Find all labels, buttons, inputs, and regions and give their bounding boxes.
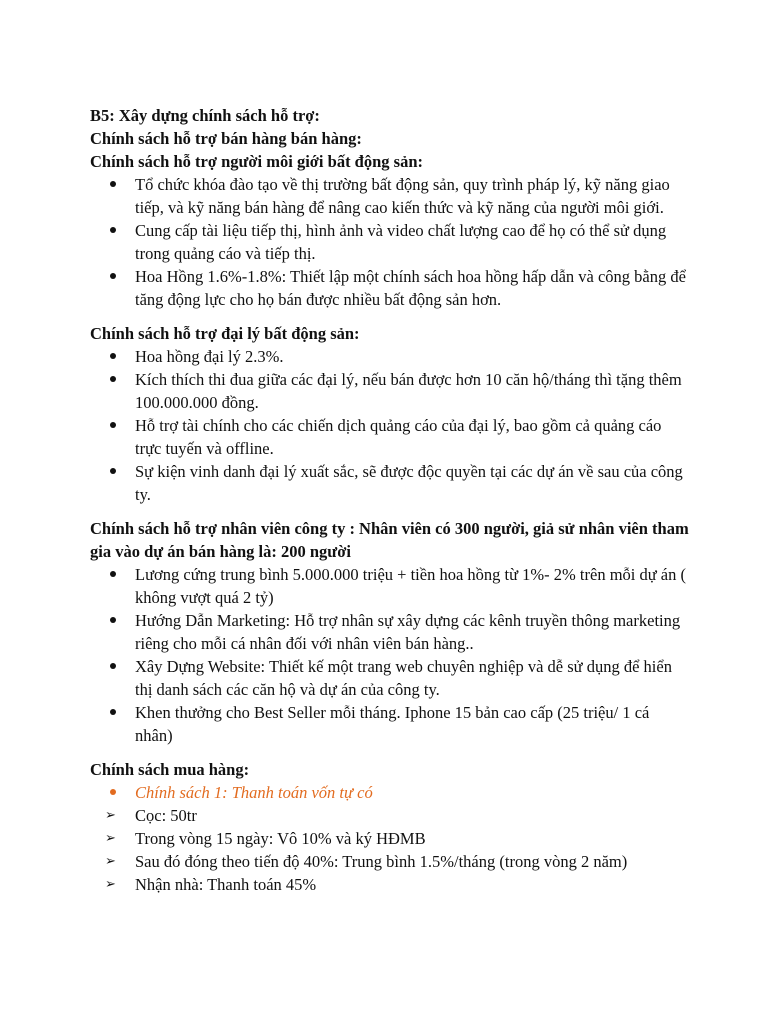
list-item [90, 460, 690, 506]
list-item [90, 873, 690, 896]
list-item-text: Cọc: 50tr [135, 806, 197, 825]
agency-policy-list [90, 345, 690, 506]
list-item [90, 850, 690, 873]
list-item [90, 563, 690, 609]
document-content [90, 104, 690, 896]
list-item [90, 781, 690, 804]
list-item-text: Lương cứng trung bình 5.000.000 triệu + tiền hoa hồng từ 1%- 2% trên mỗi dự án ( không vượt quá 2 tỷ) [135, 565, 687, 607]
staff-policy-title: Chính sách hỗ trợ nhân viên công ty : Nhân viên có 300 người, giả sử nhân viên tham gia vào dự án bán hàng là: 200 người [90, 519, 689, 561]
list-item-text: Cung cấp tài liệu tiếp thị, hình ảnh và video chất lượng cao để họ có thể sử dụng trong quảng cáo và tiếp thị. [135, 221, 667, 263]
arrow-bullet-icon: ➢ [105, 831, 116, 846]
list-item-text: Trong vòng 15 ngày: Vô 10% và ký HĐMB [135, 829, 426, 848]
list-item [90, 804, 690, 827]
list-item-text: Sau đó đóng theo tiến độ 40%: Trung bình 1.5%/tháng (trong vòng 2 năm) [135, 852, 628, 871]
list-item [90, 368, 690, 414]
b5-title: B5: Xây dựng chính sách hỗ trợ: [90, 106, 320, 125]
arrow-bullet-icon: ➢ [105, 854, 116, 869]
broker-policy-list [90, 173, 690, 311]
list-item [90, 827, 690, 850]
list-item [90, 414, 690, 460]
list-item-text: Xây Dựng Website: Thiết kế một trang web chuyên nghiệp và dễ sử dụng để hiển thị danh sách các căn hộ và dự án của công ty. [135, 657, 672, 699]
broker-policy-title: Chính sách hỗ trợ người môi giới bất động sản: [90, 152, 424, 171]
list-item [90, 219, 690, 265]
sales-support-title: Chính sách hỗ trợ bán hàng bán hàng: [90, 129, 362, 148]
purchase-policy-title: Chính sách mua hàng: [90, 760, 250, 779]
policy-1-label: Chính sách 1: Thanh toán vốn tự có [135, 783, 373, 802]
list-item-text: Hỗ trợ tài chính cho các chiến dịch quảng cáo của đại lý, bao gồm cả quảng cáo trực tuyến và offline. [135, 416, 662, 458]
arrow-bullet-icon: ➢ [105, 808, 116, 823]
list-item-text: Tổ chức khóa đào tạo về thị trường bất động sản, quy trình pháp lý, kỹ năng giao tiếp, và kỹ năng bán hàng để nâng cao kiến thức và kỹ năng của người môi giới. [135, 175, 670, 217]
list-item-text: Hoa Hồng 1.6%-1.8%: Thiết lập một chính sách hoa hồng hấp dẫn và công bằng để tăng động lực cho họ bán được nhiều bất động sản hơn. [135, 267, 686, 309]
list-item [90, 609, 690, 655]
list-item-text: Kích thích thi đua giữa các đại lý, nếu bán được hơn 10 căn hộ/tháng thì tặng thêm 100.000.000 đồng. [135, 370, 682, 412]
purchase-policy-list [90, 781, 690, 896]
list-item-text: Khen thưởng cho Best Seller mỗi tháng. Iphone 15 bản cao cấp (25 triệu/ 1 cá nhân) [135, 703, 650, 745]
list-item-text: Hướng Dẫn Marketing: Hỗ trợ nhân sự xây dựng các kênh truyền thông marketing riêng cho mỗi cá nhân đối với nhân viên bán hàng.. [135, 611, 681, 653]
list-item [90, 265, 690, 311]
list-item-text: Nhận nhà: Thanh toán 45% [135, 875, 317, 894]
list-item [90, 655, 690, 701]
list-item [90, 173, 690, 219]
agency-policy-title: Chính sách hỗ trợ đại lý bất động sản: [90, 324, 360, 343]
arrow-bullet-icon: ➢ [105, 877, 116, 892]
list-item [90, 701, 690, 747]
staff-policy-list [90, 563, 690, 747]
list-item [90, 345, 690, 368]
list-item-text: Sự kiện vinh danh đại lý xuất sắc, sẽ được độc quyền tại các dự án về sau của công ty. [135, 462, 683, 504]
list-item-text: Hoa hồng đại lý 2.3%. [135, 347, 284, 366]
